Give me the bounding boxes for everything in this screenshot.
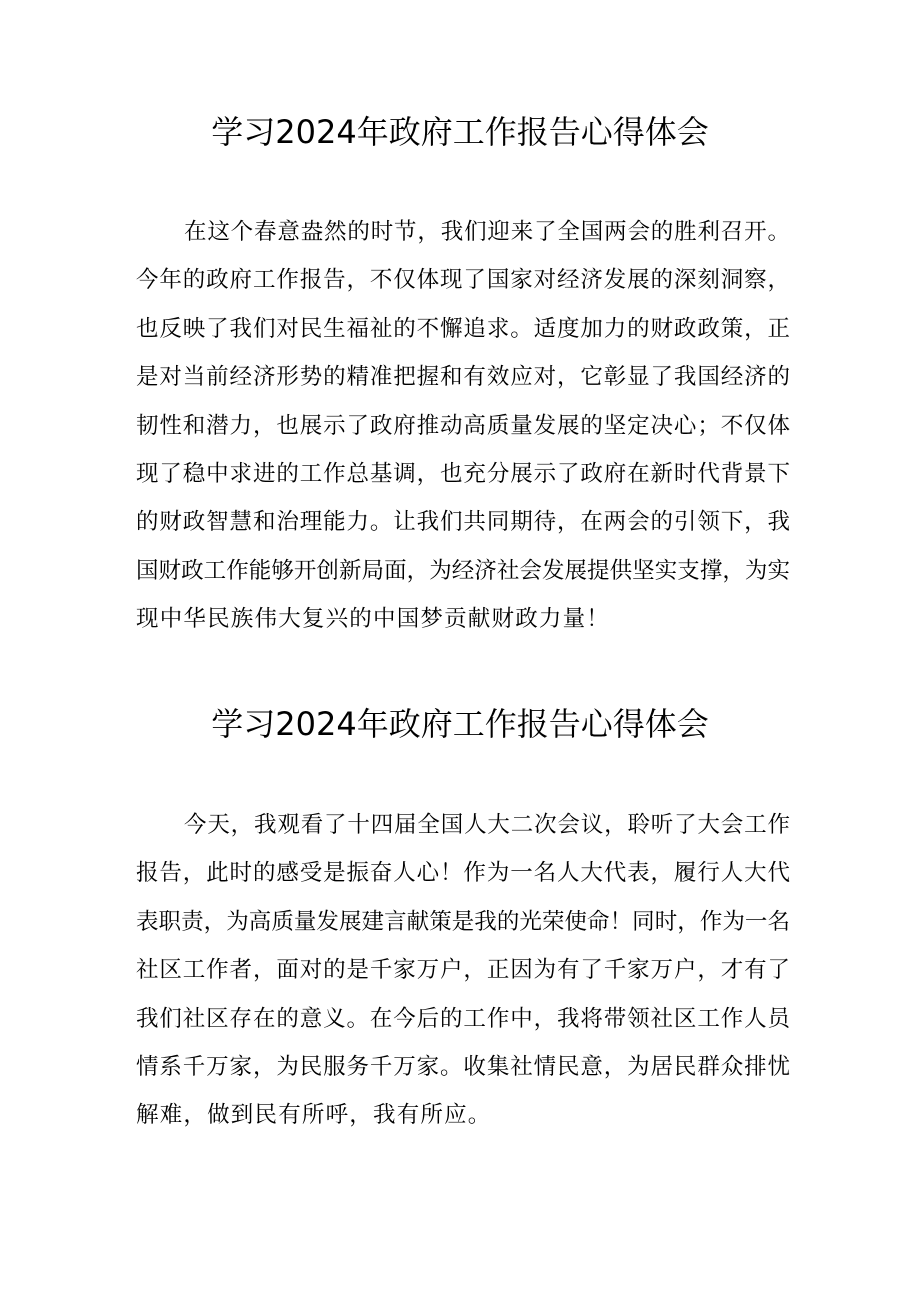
paragraph-line: 在这个春意盎然的时节，我们迎来了全国两会的胜利召开。 — [184, 219, 790, 245]
paragraph-line: 我们社区存在的意义。在今后的工作中，我将带领社区工作人员 — [136, 1005, 790, 1032]
paragraph-line: 是对当前经济形势的精准把握和有效应对，它彰显了我国经济的 — [136, 364, 790, 391]
paragraph-line: 也反映了我们对民生福祉的不懈追求。适度加力的财政政策，正 — [136, 315, 790, 342]
section-2-paragraph — [136, 801, 790, 1140]
paragraph-line: 情系千万家，为民服务千万家。收集社情民意，为居民群众排忧 — [136, 1053, 790, 1080]
paragraph-line: 的财政智慧和治理能力。让我们共同期待，在两会的引领下，我 — [136, 509, 790, 536]
paragraph-line: 报告，此时的感受是振奋人心！作为一名人大代表，履行人大代 — [136, 860, 790, 887]
paragraph-line: 现了稳中求进的工作总基调，也充分展示了政府在新时代背景下 — [136, 460, 790, 487]
section-2-title: 学习2024年政府工作报告心得体会 — [211, 705, 709, 743]
paragraph-line: 社区工作者，面对的是千家万户，正因为有了千家万户，才有了 — [136, 957, 790, 984]
paragraph-line: 国财政工作能够开创新局面，为经济社会发展提供坚实支撑，为实 — [136, 557, 790, 584]
paragraph-line: 表职责，为高质量发展建言献策是我的光荣使命！同时，作为一名 — [136, 908, 790, 935]
paragraph-line: 现中华民族伟大复兴的中国梦贡献财政力量！ — [136, 606, 611, 633]
section-1-paragraph — [136, 208, 790, 644]
paragraph-line: 解难，做到民有所呼，我有所应。 — [136, 1102, 492, 1129]
paragraph-line: 今年的政府工作报告，不仅体现了国家对经济发展的深刻洞察， — [136, 267, 790, 294]
paragraph-line: 韧性和潜力，也展示了政府推动高质量发展的坚定决心；不仅体 — [136, 412, 790, 439]
paragraph-line: 今天，我观看了十四届全国人大二次会议，聆听了大会工作 — [184, 812, 790, 838]
section-1-title: 学习2024年政府工作报告心得体会 — [211, 113, 709, 151]
